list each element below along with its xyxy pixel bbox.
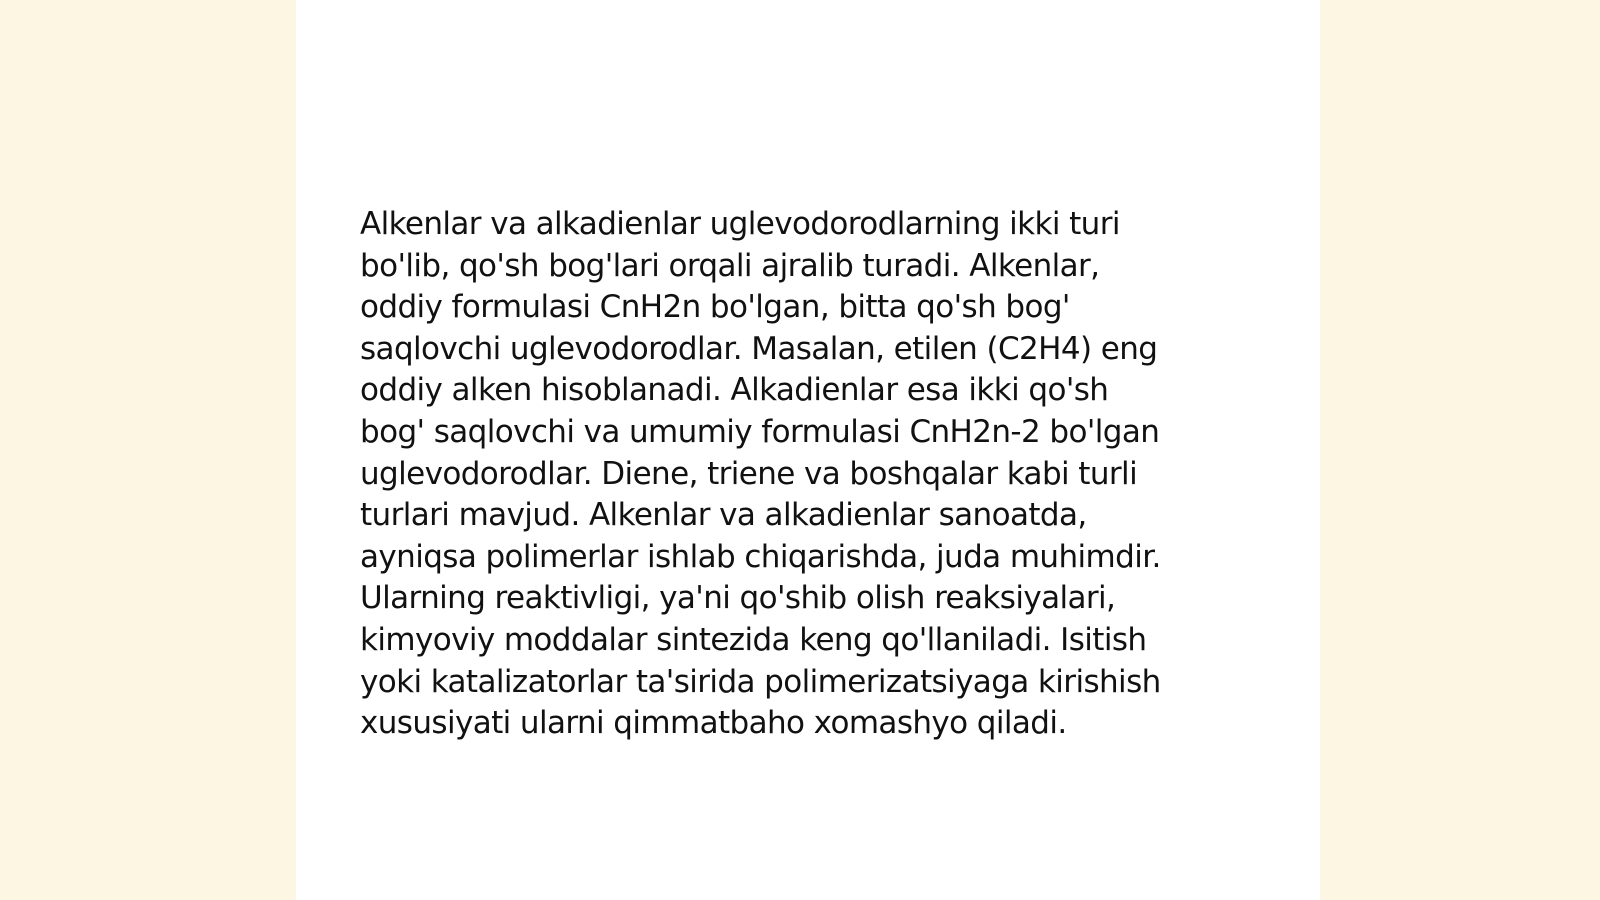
paragraph-line-6: bog' saqlovchi va umumiy formulasi CnH2n-2 bo'lgan <box>360 413 1160 450</box>
paragraph-line-2: bo'lib, qo'sh bog'lari orqali ajralib turadi. Alkenlar, <box>360 247 1100 284</box>
paragraph-line-11: kimyoviy moddalar sintezida keng qo'llaniladi. Isitish <box>360 621 1147 658</box>
paragraph-line-7: uglevodorodlar. Diene, triene va boshqalar kabi turli <box>360 455 1138 492</box>
paragraph-line-10: Ularning reaktivligi, ya'ni qo'shib olish reaksiyalari, <box>360 580 1116 617</box>
paragraph-line-13: xususiyati ularni qimmatbaho xomashyo qiladi. <box>360 705 1067 742</box>
paragraph-line-1: Alkenlar va alkadienlar uglevodorodlarning ikki turi <box>360 206 1120 242</box>
paragraph-line-8: turlari mavjud. Alkenlar va alkadienlar sanoatda, <box>360 497 1087 534</box>
paragraph-line-12: yoki katalizatorlar ta'sirida polimerizatsiyaga kirishish <box>360 663 1161 700</box>
body-paragraph <box>360 204 1250 745</box>
paragraph-line-5: oddiy alken hisoblanadi. Alkadienlar esa ikki qo'sh <box>360 372 1109 409</box>
paragraph-line-3: oddiy formulasi CnH2n bo'lgan, bitta qo'sh bog' <box>360 289 1070 326</box>
paragraph-line-9: ayniqsa polimerlar ishlab chiqarishda, juda muhimdir. <box>360 538 1161 575</box>
document-page <box>296 0 1320 900</box>
paragraph-line-4: saqlovchi uglevodorodlar. Masalan, etilen (C2H4) eng <box>360 330 1158 367</box>
